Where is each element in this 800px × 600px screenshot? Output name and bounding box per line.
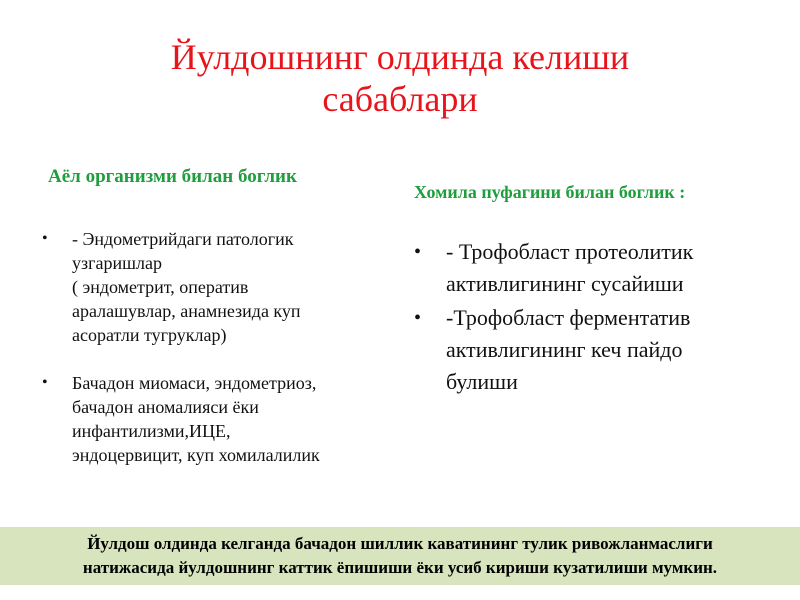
left-column — [38, 165, 388, 491]
bullet-icon: • — [414, 307, 422, 329]
list-item-line: -Трофобласт ферментатив — [446, 305, 691, 330]
left-column-heading: Аёл организми билан боглик — [48, 166, 297, 187]
list-item-line: - Эндометрийдаги патологик — [72, 229, 294, 249]
banner-line-1: Йулдош олдинда келганда бачадон шиллик каватининг тулик ривожланмаслиги — [87, 534, 713, 553]
list-item-line: ( эндометрит, оператив — [72, 277, 249, 297]
list-item-line: активлигининг кеч пайдо — [446, 337, 683, 362]
right-column — [412, 180, 782, 400]
right-bullet-list — [412, 236, 782, 398]
list-item-line: бачадон аномалияси ёки — [72, 397, 259, 417]
right-column-heading: Хомила пуфагини билан боглик : — [414, 182, 686, 202]
bullet-icon: • — [414, 241, 422, 263]
bullet-icon: • — [42, 374, 48, 391]
list-item-line: аралашувлар, анамнезида куп — [72, 301, 301, 321]
slide-title — [0, 36, 800, 120]
list-item-line: - Трофобласт протеолитик — [446, 239, 694, 264]
list-item — [38, 371, 388, 467]
bullet-icon: • — [42, 230, 48, 247]
list-item-line: асоратли тугруклар) — [72, 325, 227, 345]
list-item-line: инфантилизми,ИЦЕ, — [72, 421, 231, 441]
list-item — [412, 236, 782, 300]
banner-text — [83, 532, 717, 580]
list-item — [412, 302, 782, 398]
bottom-banner — [0, 527, 800, 585]
list-item-line: Бачадон миомаси, эндометриоз, — [72, 373, 317, 393]
list-item-line: активлигининг сусайиши — [446, 271, 684, 296]
list-item-line: булиши — [446, 369, 518, 394]
left-bullet-list — [38, 227, 388, 467]
banner-line-2: натижасида йулдошнинг каттик ёпишиши ёки усиб кириши кузатилиши мумкин. — [82, 558, 718, 577]
list-item-line: эндоцервицит, куп хомилалилик — [72, 445, 320, 465]
slide-title-line-2: сабаблари — [322, 79, 478, 119]
slide-title-line-1: Йулдошнинг олдинда келиши — [170, 37, 630, 77]
list-item — [38, 227, 388, 347]
list-item-line: узгаришлар — [72, 253, 162, 273]
